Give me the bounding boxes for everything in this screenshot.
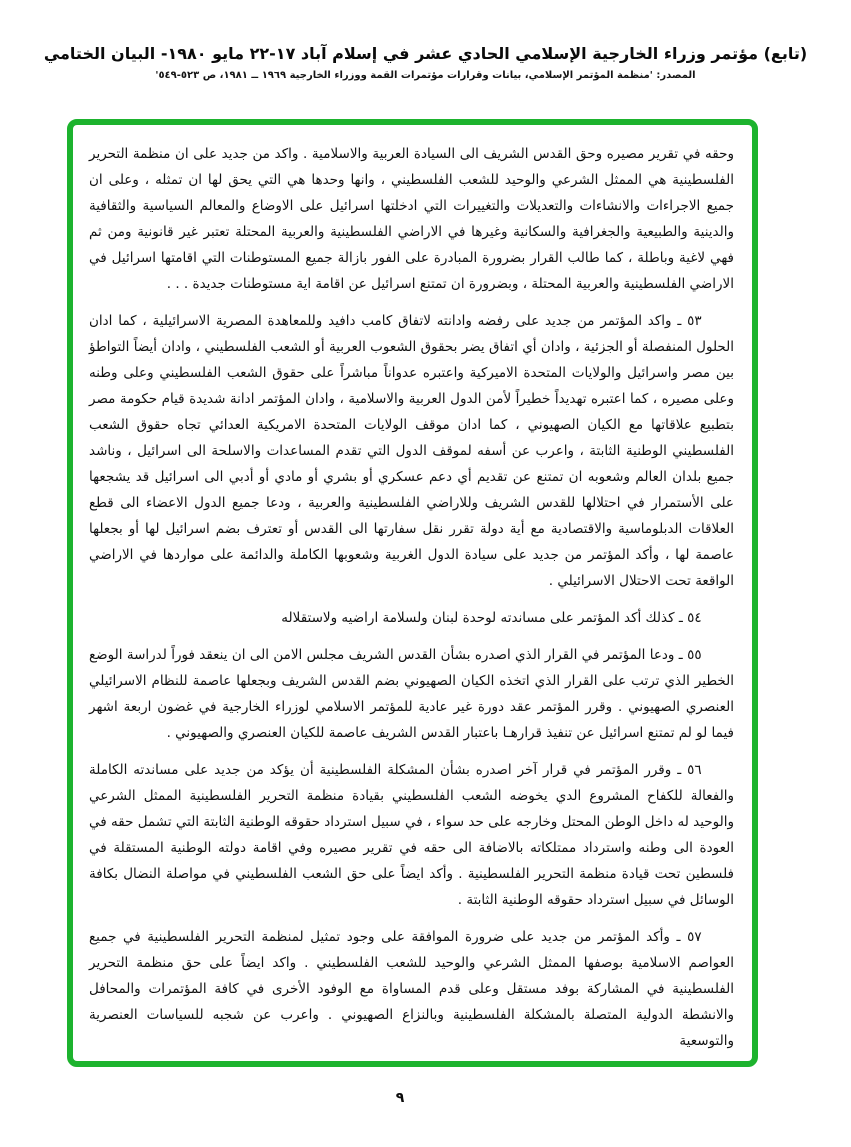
document-title: (تابع) مؤتمر وزراء الخارجية الإسلامي الحادي عشر في إسلام آباد ١٧-٢٢ مايو ١٩٨٠- البيان الختامي	[43, 44, 808, 63]
document-source-line: المصدر: 'منظمة المؤتمر الإسلامي، بيانات وقرارات مؤتمرات القمة ووزراء الخارجية ١٩٦٩ ــ ١٩٨١، ص ٥٢٣-٥٤٩'	[155, 70, 696, 81]
paragraph-56: ٥٦ ـ وقرر المؤتمر في قرار آخر اصدره بشأن المشكلة الفلسطينية أن يؤكد من جديد على مساندته الكاملة والفعالة للكفاح المشروع الدي يخوضه الشعب الفلسطيني بقيادة منظمة التحرير الفلسطينية الممثل الشرعي والوحيد له داخل الوطن المحتل وخارجه على حد سواء ، في سبيل استرداد حقوقه الوطنية الثابتة التي تشمل حقه في العودة الى وطنه واسترداد ممتلكاته بالاضافة الى حقه في تقرير مصيره وفي اقامة دولته الوطنية المستقلة في فلسطين تحت قيادة منظمة التحرير الفلسطينية . وأكد ايضاً على حق الشعب الفلسطيني في مواصلة النضال بكافة الوسائل في سبيل استرداد حقوقه الوطنية الثابتة .	[89, 762, 734, 908]
page-header	[0, 44, 851, 81]
paragraph-55: ٥٥ ـ ودعا المؤتمر في القرار الذي اصدره بشأن القدس الشريف مجلس الامن الى ان ينعقد فوراً لدراسة الوضع الخطير الذي ترتب على القرار الذي اتخذه الكيان الصهيوني بضم القدس الشريف وبجعلها عاصمة للنظام الاسرائيلي العنصري الصهيوني . وقرر المؤتمر عقد دورة غير عادية للمؤتمر الاسلامي لوزراء الخارجية في غضون اربعة اشهر فيما لو لم تمتنع اسرائيل عن تنفيذ قرارهـا باعتبار القدس الشريف عاصمة للكيان العنصري والصهيوني .	[89, 647, 734, 741]
paragraph-54: ٥٤ ـ كذلك أكد المؤتمر على مساندته لوحدة لبنان ولسلامة اراضيه ولاستقلاله	[281, 610, 702, 626]
paragraph-continuation: وحقه في تقرير مصيره وحق القدس الشريف الى السيادة العربية والاسلامية . واكد من جديد على ان منظمة التحرير الفلسطينية هي الممثل الشرعي والوحيد للشعب الفلسطيني ، وانها وحدها هي التي يحق لها ان تمثله ، وعلى ان جميع الاجراءات والانشاءات والتعديلات والتغييرات التي ادخلتها اسرائيل على الاوضاع والمعالم السياسية والثقافية والدينية والطبيعية والجغرافية والسكانية وغيرها في الاراضي الفلسطينية والعربية المحتلة تعتبر غير قانونية ومن ثم فهي لاغية وباطلة ، كما طالب القرار بضرورة المبادرة على الفور بازالة جميع المستوطنات التي اقامتها اسرائيل في الاراضي الفلسطينية والعربية المحتلة ، وبضرورة ان تمتنع اسرائيل عن اقامة اية مستوطنات جديدة . . .	[89, 146, 734, 292]
page-number: ٩	[395, 1090, 405, 1106]
paragraph-57: ٥٧ ـ وأكد المؤتمر من جديد على ضرورة الموافقة على وجود تمثيل لمنظمة التحرير الفلسطينية في جميع العواصم الاسلامية بوصفها الممثل الشرعي والوحيد للشعب الفلسطيني . واكد ايضاً على حق منظمة التحرير الفلسطينية في المشاركة بوفد مستقل وعلى قدم المساواة مع الوفود الأخرى في كافة المؤتمرات والمحافل والانشطة الدولية المتصلة بالمشكلة الفلسطينية وبالنزاع الصهيوني . واعرب عن شجبه للسياسات العنصرية والتوسعية	[89, 929, 734, 1049]
paragraph-53: ٥٣ ـ واكد المؤتمر من جديد على رفضه وادانته لاتفاق كامب دافيد وللمعاهدة المصرية الاسرائيلية ، كما ادان الحلول المنفصلة أو الجزئية ، وادان أي اتفاق يضر بحقوق الشعوب العربية أو الشعب الفلسطيني ، وادان أيضاً التواطؤ بين مصر واسرائيل والولايات المتحدة الاميركية واعتبره عدواناً مباشراً على حقوق الشعب الفلسطيني وعلى وطنه وعلى مصيره ، كما اعتبره تهديداً خطيراً لأمن الدول العربية والاسلامية ، وادان المؤتمر ادانة شديدة قيام حكومة مصر بتطبيع علاقاتها مع الكيان الصهيوني ، كما ادان موقف الولايات المتحدة الامريكية العدائي تجاه حقوق الشعب الفلسطيني الوطنية الثابتة ، واعرب عن أسفه لموقف الدول التي تقدم المساعدات والاسلحة الى اسرائيل ، وناشد جميع بلدان العالم وشعوبه ان تمتنع عن تقديم أي دعم عسكري أو بشري أو مادي أو أدبي الى اسرائيل قد يشجعها على الأستمرار في احتلالها للقدس الشريف وللاراضي الفلسطينية والعربية ، ودعا جميع الدول الاعضاء الى قطع العلاقات الدبلوماسية والاقتصادية مع أية دولة تقرر نقل سفارتها الى القدس أو تعترف بضم اسرائيل لها أو بجعلها عاصمة لها ، وأكد المؤتمر من جديد على سيادة الدول الغربية وشعوبها الكاملة والدائمة على مواردها في الاراضي الواقعة تحت الاحتلال الاسرائيلي .	[89, 313, 734, 589]
highlighted-text-box	[67, 119, 758, 1067]
